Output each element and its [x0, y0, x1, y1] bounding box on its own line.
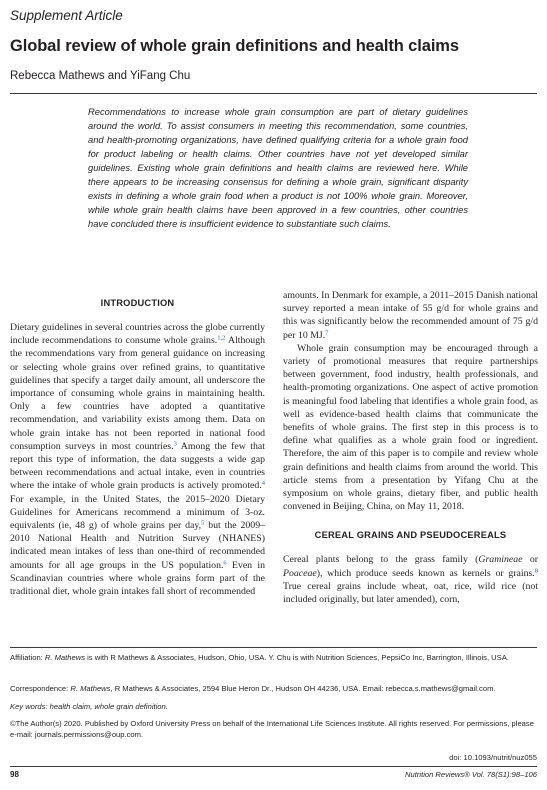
text-run: R. Mathews	[70, 684, 111, 693]
cereal-paragraph	[283, 553, 538, 606]
correspondence-note	[10, 683, 537, 694]
intro-paragraph: Whole grain consumption may be encouraged through a variety of promotional measures that require partnerships between government, food industry, health professionals, and health-promoting organizations. One aspect of active promotion is meaningful food labeling that identifies a whole grain food, as well as evidence-based health claims that communicate the benefits of whole grains. The first step in this process is to define what qualifies as a whole grain food or ingredient. Therefore, the aim of this paper is to compile and review whole grain definitions and health claims from around the world. This article stems from a presentation by Yifang Chu at the symposium on whole grains, dietary fiber, and public health convened in Beijing, China, on May 11, 2018.	[283, 342, 538, 513]
text-run: Dietary guidelines in several countries across the globe currently include recommendations to consume whole grains.	[10, 322, 265, 347]
page-footer-rule	[10, 766, 537, 767]
latin-term: Gramineae	[478, 554, 523, 566]
text-run: ), which produce seeds known as kernels or grains.	[316, 567, 535, 579]
text-run: but the 2009–2010 National Health and Nutrition Survey (NHANES) indicated mean intakes of less than one-third of recommended amounts for all age groups in the US population.	[10, 520, 266, 571]
citation-link[interactable]: 8	[534, 567, 538, 575]
latin-term: Poaceae	[283, 567, 317, 579]
text-run: amounts. In Denmark for example, a 2011–2015 Danish national survey reported a mean intake of 55 g/d for whole grains and this was significantly below the recommended amount of 75 g/d per 10 MJ.	[283, 290, 538, 341]
citation-link[interactable]: 3	[173, 440, 177, 448]
right-column	[283, 289, 538, 606]
copyright-note: ©The Author(s) 2020. Published by Oxford University Press on behalf of the International Life Sciences Institute. All rights reserved. For permissions, please e-mail: journals.permissions@oup.com.	[10, 719, 534, 740]
text-run: Although the recommendations vary from general guidance on increasing or selecting whole grains over refined grains, to quantitative guidelines that specify a target daily amount, all underscore the importance of consuming whole grains in maintaining health. Only a few countries have adopted a quantitative recommendation, and variability exists among them. Data on whole grain intake has not been reported in national food consumption surveys in most countries.	[10, 335, 266, 452]
citation-link[interactable]: 4	[261, 479, 265, 487]
text-run: Key words: health claim, whole grain definition.	[10, 702, 168, 711]
text-run: Correspondence:	[10, 684, 71, 693]
text-run: , R Mathews & Associates, 2594 Blue Heron Dr., Hudson OH 44236, USA. Email: rebecca.s.mathews@gmail.com.	[110, 684, 496, 693]
article-title: Global review of whole grain definitions and health claims	[10, 37, 459, 55]
journal-citation: Nutrition Reviews® Vol. 78(S1):98–106	[405, 770, 537, 779]
text-run: Cereal plants belong to the grass family (	[283, 554, 479, 566]
author-list: Rebecca Mathews and YiFang Chu	[10, 70, 191, 82]
intro-paragraph-continued	[283, 289, 538, 342]
citation-link[interactable]: 5	[201, 519, 205, 527]
page-number: 98	[10, 770, 19, 779]
keywords-note	[10, 701, 537, 712]
citation-link[interactable]: 6	[223, 559, 227, 567]
text-run: For example, in the United States, the 2015–2020 Dietary Guidelines for Americans recommend a minimum of 3-oz. equivalents (ie, 48 g) of whole grains per day,	[10, 493, 265, 532]
text-run: True cereal grains include wheat, oat, rice, wild rice (not included originally, but later amended), corn,	[283, 580, 538, 606]
header-rule	[10, 93, 537, 94]
text-run: is with R Mathews & Associates, Hudson, Ohio, USA. Y. Chu is with Nutrition Sciences, PepsiCo Inc, Barrington, Illinois, USA.	[85, 653, 509, 662]
text-run: Affiliation:	[10, 653, 45, 662]
text-run: Even in Scandinavian countries where whole grains form part of the traditional diet, whole grain intakes fall short of recommended	[10, 559, 265, 598]
footnote-rule	[10, 647, 537, 648]
citation-link[interactable]: 1,2	[217, 334, 226, 342]
left-column	[10, 297, 265, 598]
text-run: or	[522, 554, 538, 566]
intro-paragraph	[10, 321, 265, 598]
article-type-label: Supplement Article	[10, 8, 123, 23]
citation-link[interactable]: 7	[325, 329, 329, 337]
text-run: R. Mathews	[44, 653, 85, 662]
section-heading-cereal-grains: CEREAL GRAINS AND PSEUDOCEREALS	[314, 530, 507, 541]
section-heading-introduction: INTRODUCTION	[100, 298, 175, 308]
doi-link[interactable]: doi: 10.1093/nutrit/nuz055	[449, 753, 537, 762]
abstract: Recommendations to increase whole grain consumption are part of dietary guidelines around the world. To assist consumers in meeting this recommendation, some countries, and health-promoting organizations, have defined qualifying criteria for a whole grain food for product labeling or health claims. Other countries have not yet developed similar guidelines. Existing whole grain definitions and health claims are reviewed here. While there appears to be increasing consensus for defining a whole grain, significant disparity exists in defining a whole grain food when a product is not 100% whole grain. Moreover, while whole grain health claims have been approved in a few countries, other countries have concluded there is insufficient evidence to substantiate such claims.	[88, 107, 468, 230]
affiliation-note	[10, 652, 537, 663]
text-run: Among the few that report this type of information, the data suggests a wide gap between recommendations and actual intake, even in countries where the intake of whole grain products is actively promoted.	[10, 440, 265, 492]
